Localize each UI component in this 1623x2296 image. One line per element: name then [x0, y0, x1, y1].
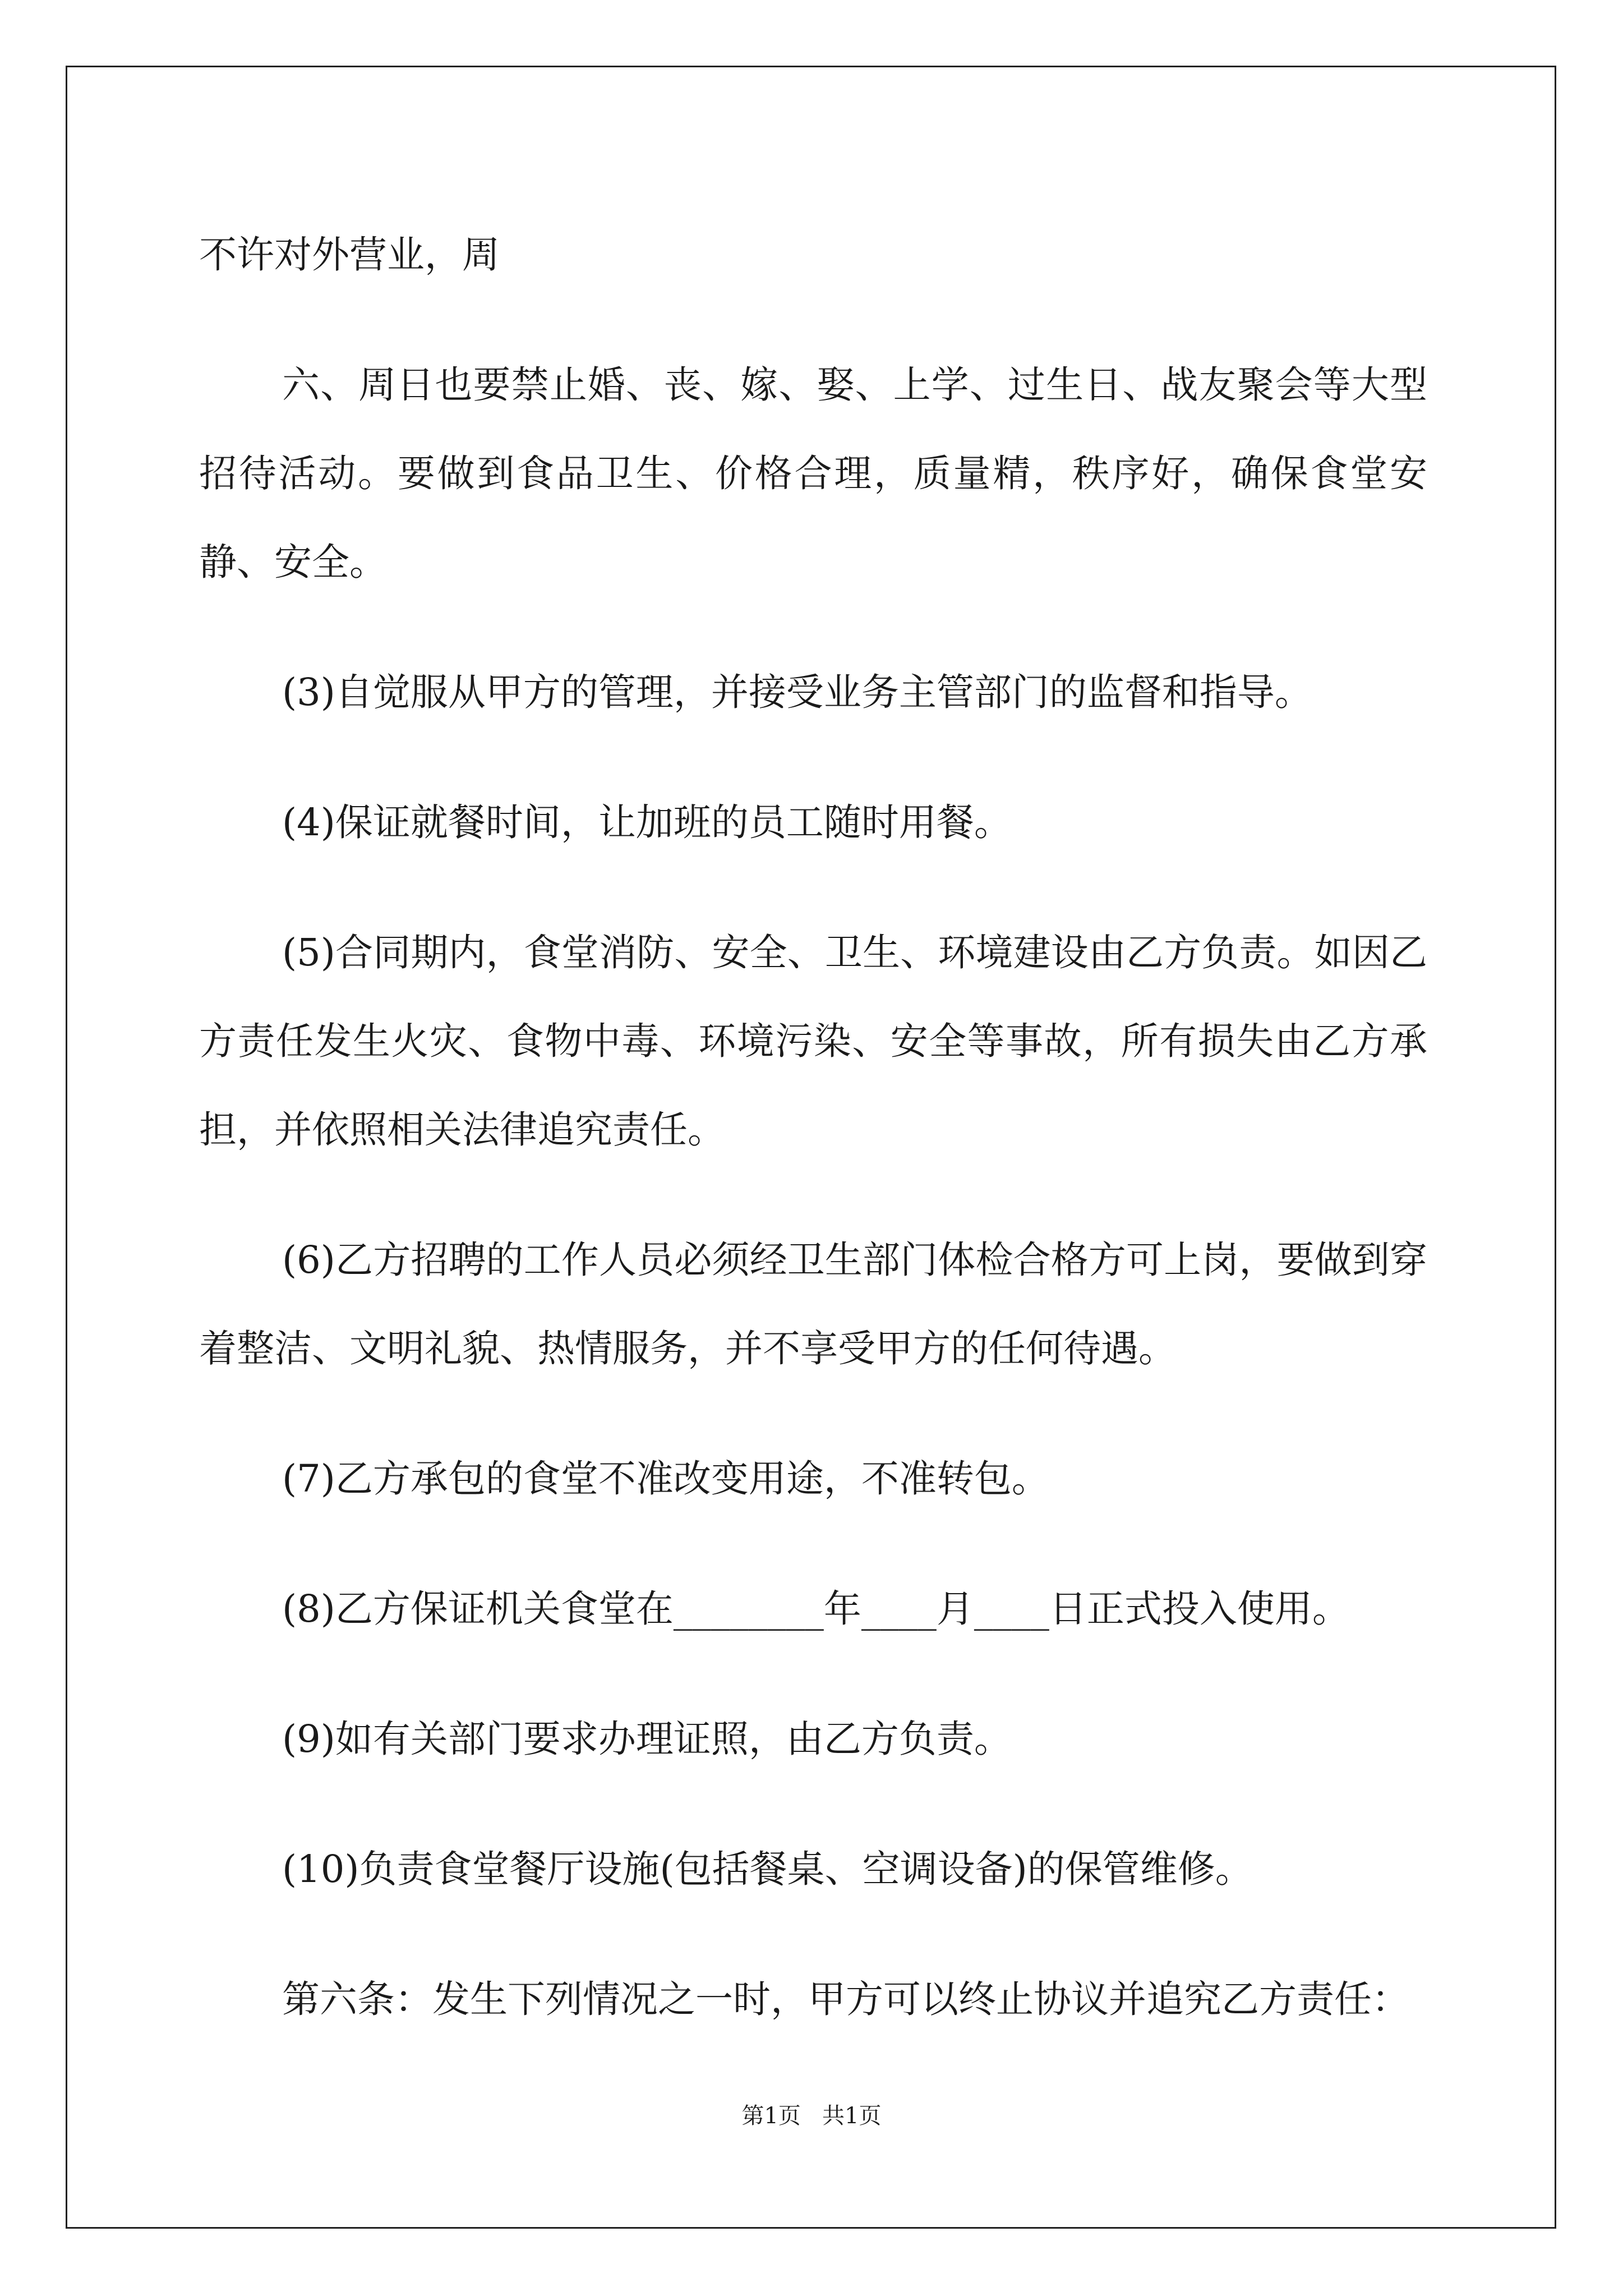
paragraph-clause-8: (8)乙方保证机关食堂在________年____月____日正式投入使用。	[282, 1587, 1350, 1631]
paragraph-clause-6: (6)乙方招聘的工作人员必须经卫生部门体检合格方可上岗，要做到穿着整洁、文明礼貌、热情服务，并不享受甲方的任何待遇。	[199, 1238, 1427, 1370]
paragraph-clause-4: (4)保证就餐时间，让加班的员工随时用餐。	[282, 800, 1012, 844]
paragraph-clause-3: (3)自觉服从甲方的管理，并接受业务主管部门的监督和指导。	[282, 670, 1312, 714]
paragraph-clause-9: (9)如有关部门要求办理证照，由乙方负责。	[282, 1717, 1012, 1761]
paragraph-clause-7: (7)乙方承包的食堂不准改变用途，不准转包。	[282, 1457, 1049, 1501]
paragraph-holiday-rules: 六、周日也要禁止婚、丧、嫁、娶、上学、过生日、战友聚会等大型招待活动。要做到食品卫生、价格合理，质量精，秩序好，确保食堂安静、安全。	[199, 363, 1427, 584]
paragraph-continuation: 不许对外营业，周	[199, 233, 500, 277]
document-body	[199, 210, 1427, 2085]
paragraph-article-6: 第六条：发生下列情况之一时，甲方可以终止协议并追究乙方责任：	[282, 1977, 1409, 2021]
paragraph-clause-10: (10)负责食堂餐厅设施(包括餐桌、空调设备)的保管维修。	[282, 1847, 1253, 1891]
page-footer: 第1页 共1页	[741, 2103, 882, 2129]
paragraph-clause-5: (5)合同期内，食堂消防、安全、卫生、环境建设由乙方负责。如因乙方责任发生火灾、食物中毒、环境污染、安全等事故，所有损失由乙方承担，并依照相关法律追究责任。	[199, 931, 1427, 1152]
